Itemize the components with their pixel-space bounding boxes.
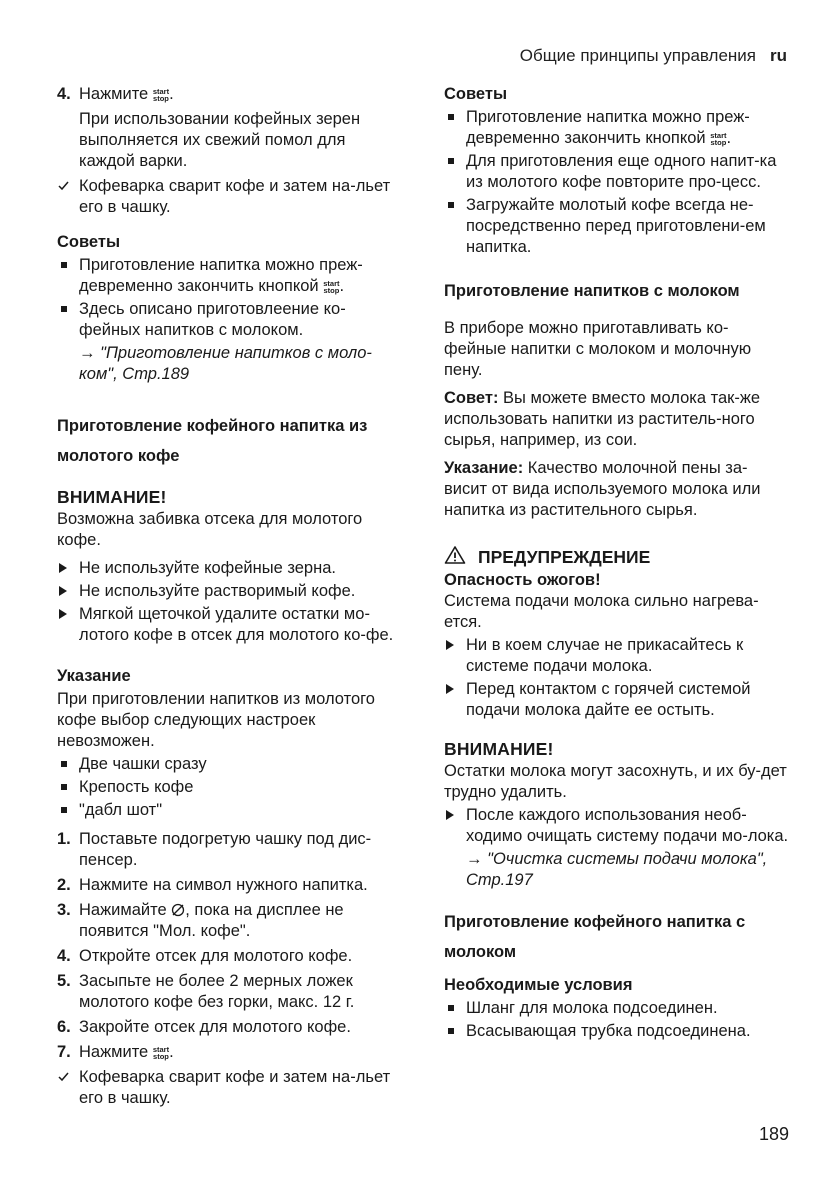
step-item: 4. Откройте отсек для молотого кофе. (57, 947, 353, 965)
step-number: 4. (57, 85, 71, 103)
section-heading-milk-drinks: Приготовление напитков с молоком (444, 282, 740, 300)
note-item: "дабл шот" (57, 800, 402, 821)
tip-item: Здесь описано приготовлеение ко-фейных напитков с молоком. (57, 299, 402, 341)
check-icon (58, 176, 69, 197)
check-icon (58, 1067, 69, 1088)
warning-subtitle: Опасность ожогов! (444, 571, 601, 589)
section-heading-coffee-milk: Приготовление кофейного напитка с молоком (444, 913, 746, 961)
tip-item: Загружайте молотый кофе всегда не-посредственно перед приготовлени-ем напитка. (444, 195, 789, 258)
arrow-icon: → (466, 850, 483, 868)
requirement-item: Шланг для молока подсоединен. (444, 998, 789, 1019)
step-4-top: 4. Нажмите start stop . (57, 85, 174, 103)
action-triangle-icon (446, 640, 454, 650)
action-triangle-icon (446, 684, 454, 694)
note-text: При приготовлении напитков из молотого кофе выбор следующих настроек невозможен. (57, 690, 375, 750)
attention-text: Возможна забивка отсека для молотого кофе. (57, 510, 363, 549)
attention-heading: ВНИМАНИЕ! (57, 487, 167, 507)
arrow-icon: → (79, 344, 96, 362)
action-item: Перед контактом с горячей системой подачи молока дайте ее остыть. (444, 679, 789, 721)
step-4-note: При использовании кофейных зерен выполняется их свежий помол для каждой варки. (79, 110, 361, 170)
right-column (444, 84, 789, 1044)
action-triangle-icon (59, 609, 67, 619)
attention-text: Остатки молока могут засохнуть, и их бу-дет трудно удалить. (444, 762, 787, 801)
start-stop-icon: start stop (710, 131, 727, 147)
tip-item: Для приготовления еще одного напит-ка из молотого кофе повторите про-цесс. (444, 151, 789, 193)
bullet-square-icon (448, 1028, 454, 1034)
step-item: 3. Нажимайте , пока на дисплее не появится "Мол. кофе". (57, 901, 344, 940)
page-number: 189 (758, 1124, 789, 1144)
tip-item: Приготовление напитка можно преж-девременно закончить кнопкой start stop . (57, 255, 402, 297)
running-header (520, 46, 787, 66)
warning-triangle-icon (444, 545, 478, 570)
language-code: ru (770, 46, 787, 65)
bullet-square-icon (61, 306, 67, 312)
start-stop-icon: start stop (323, 279, 340, 295)
action-item: Не используйте растворимый кофе. (57, 581, 402, 602)
attention-heading: ВНИМАНИЕ! (444, 739, 554, 759)
tip-paragraph: Совет: Вы можете вместо молока так-же использовать напитки из раститель-ного сырья, например, из сои. (444, 389, 761, 449)
action-item: После каждого использования необ-ходимо очищать систему подачи мо-лока. (444, 805, 789, 847)
start-stop-icon: start stop (152, 1045, 170, 1061)
step-item: 2. Нажмите на символ нужного напитка. (57, 876, 368, 894)
bullet-square-icon (448, 114, 454, 120)
action-item: Не используйте кофейные зерна. (57, 558, 402, 579)
requirement-item: Всасывающая трубка подсоединена. (444, 1021, 789, 1042)
step-item: 6. Закройте отсек для молотого кофе. (57, 1018, 351, 1036)
action-triangle-icon (446, 810, 454, 820)
step-item: 1. Поставьте подогретую чашку под дис-пенсер. (57, 830, 372, 869)
tip-item: Приготовление напитка можно преж-девременно закончить кнопкой start stop . (444, 107, 789, 149)
bullet-square-icon (61, 262, 67, 268)
note-item: Крепость кофе (57, 777, 402, 798)
section-heading-ground-coffee: Приготовление кофейного напитка из молотого кофе (57, 417, 368, 465)
note-paragraph: Указание: Качество молочной пены за-висит от вида используемого молока или напитка из растительного сырья. (444, 459, 761, 519)
warning-text: Система подачи молока сильно нагрева-ется. (444, 592, 759, 631)
tips-heading: Советы (57, 233, 121, 251)
bullet-square-icon (448, 1005, 454, 1011)
action-triangle-icon (59, 563, 67, 573)
step-item: 5. Засыпьте не более 2 мерных ложек молотого кофе без горки, макс. 12 г. (57, 972, 355, 1011)
note-item: Две чашки сразу (57, 754, 402, 775)
cross-reference[interactable]: → "Очистка системы подачи молока", Стр.197 (466, 850, 768, 889)
bullet-square-icon (448, 202, 454, 208)
tips-heading: Советы (444, 85, 508, 103)
bullet-square-icon (61, 807, 67, 813)
cross-reference[interactable]: → "Приготовление напитков с моло-ком", Стр.189 (79, 344, 372, 383)
header-title: Общие принципы управления (519, 46, 756, 65)
bullet-square-icon (448, 158, 454, 164)
warning-heading: ПРЕДУПРЕЖДЕНИЕ (444, 545, 789, 570)
action-triangle-icon (59, 586, 67, 596)
action-item: Мягкой щеточкой удалите остатки мо-лотого кофе в отсек для молотого ко-фе. (57, 604, 402, 646)
step-item: 7. Нажмите start stop . (57, 1043, 174, 1061)
result-line: Кофеварка сварит кофе и затем на-льет его в чашку. (57, 176, 402, 218)
left-column (57, 84, 402, 1113)
start-stop-icon: start stop (152, 87, 170, 103)
bullet-square-icon (61, 761, 67, 767)
note-heading: Указание (57, 667, 131, 685)
milk-intro-text: В приборе можно приготавливать ко-фейные напитки с молоком и молочную пену. (444, 319, 752, 379)
bullet-square-icon (61, 784, 67, 790)
requirements-heading: Необходимые условия (444, 976, 633, 994)
result-line: Кофеварка сварит кофе и затем на-льет его в чашку. (57, 1067, 402, 1109)
action-item: Ни в коем случае не прикасайтесь к системе подачи молока. (444, 635, 789, 677)
milk-icon (171, 901, 185, 919)
